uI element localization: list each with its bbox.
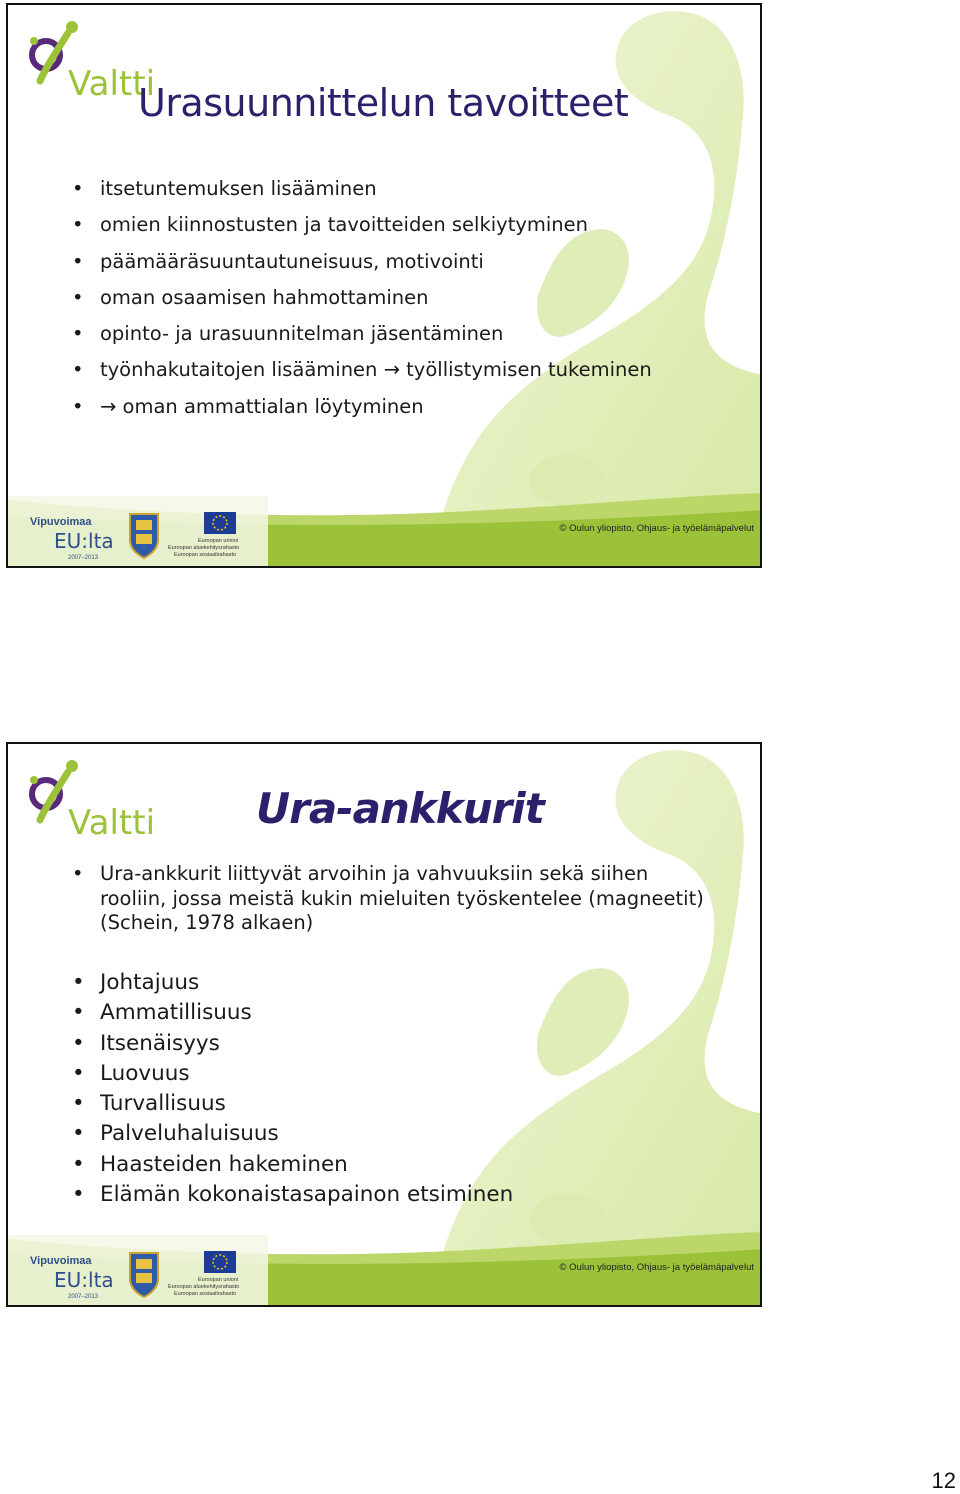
copyright-text: © Oulun yliopisto, Ohjaus- ja työelämäpalvelut [559,1262,754,1273]
page-number: 12 [931,1468,956,1493]
copyright-text: © Oulun yliopisto, Ohjaus- ja työelämäpalvelut [559,523,754,534]
list-item: • Ammatillisuus [70,1000,513,1030]
years-text: 2007–2013 [68,555,99,561]
list-item: • itsetuntemuksen lisääminen [70,177,652,213]
list-item: • päämääräsuuntautuneisuus, motivointi [70,250,652,286]
slide-footer [8,1235,760,1305]
coat-of-arms-icon [130,514,158,558]
list-item: • työnhakutaitojen lisääminen → työllistymisen tukeminen [70,358,652,394]
list-item: • Johtajuus [70,970,513,1000]
slide-title: Ura-ankkurit [256,784,544,833]
career-anchors-list [70,970,513,1212]
logo-wordmark: Valtti [68,803,156,843]
eu-lta-text: EU:lta [54,529,114,553]
intro-list [70,862,710,936]
coat-of-arms-icon [130,1253,158,1297]
eu-union-text: Euroopan unioni [198,538,239,544]
list-item: • Haasteiden hakeminen [70,1152,513,1182]
eu-social-fund-text: Euroopan sosiaalirahasto [174,1291,237,1297]
eu-regional-fund-text: Euroopan aluekehitysrahasto [168,545,240,551]
eu-flag-icon [204,512,236,534]
eu-social-fund-text: Euroopan sosiaalirahasto [174,552,237,558]
slide-urasuunnittelun-tavoitteet [6,3,762,568]
eu-regional-fund-text: Euroopan aluekehitysrahasto [168,1284,240,1290]
vipuvoimaa-text: Vipuvoimaa [30,516,92,528]
sponsor-logos [8,1235,268,1305]
eu-flag-icon [204,1251,236,1273]
eu-lta-text: EU:lta [54,1268,114,1292]
sponsor-logos [8,496,268,566]
logo-wordmark: Valtti [68,64,156,104]
list-item: • opinto- ja urasuunnitelman jäsentäminen [70,322,652,358]
list-item: • Palveluhaluisuus [70,1121,513,1151]
list-item: • Elämän kokonaistasapainon etsiminen [70,1182,513,1212]
eu-union-text: Euroopan unioni [198,1277,239,1283]
list-item: • Turvallisuus [70,1091,513,1121]
slide-footer [8,496,760,566]
list-item: • Luovuus [70,1061,513,1091]
list-item: • Itsenäisyys [70,1031,513,1061]
list-item: • Ura-ankkurit liittyvät arvoihin ja vahvuuksiin sekä siihen rooliin, jossa meistä kukin mieluiten työskentelee (magneetit) (Schein, 1978 alkaen) [70,862,710,936]
valtti-logo [24,758,174,848]
goals-list [70,177,652,431]
list-item: • oman osaamisen hahmottaminen [70,286,652,322]
slide-ura-ankkurit [6,742,762,1307]
slide-title: Urasuunnittelun tavoitteet [138,81,629,125]
vipuvoimaa-text: Vipuvoimaa [30,1255,92,1267]
list-item: • omien kiinnostusten ja tavoitteiden selkiytyminen [70,213,652,249]
years-text: 2007–2013 [68,1294,99,1300]
list-item: • → oman ammattialan löytyminen [70,395,652,431]
